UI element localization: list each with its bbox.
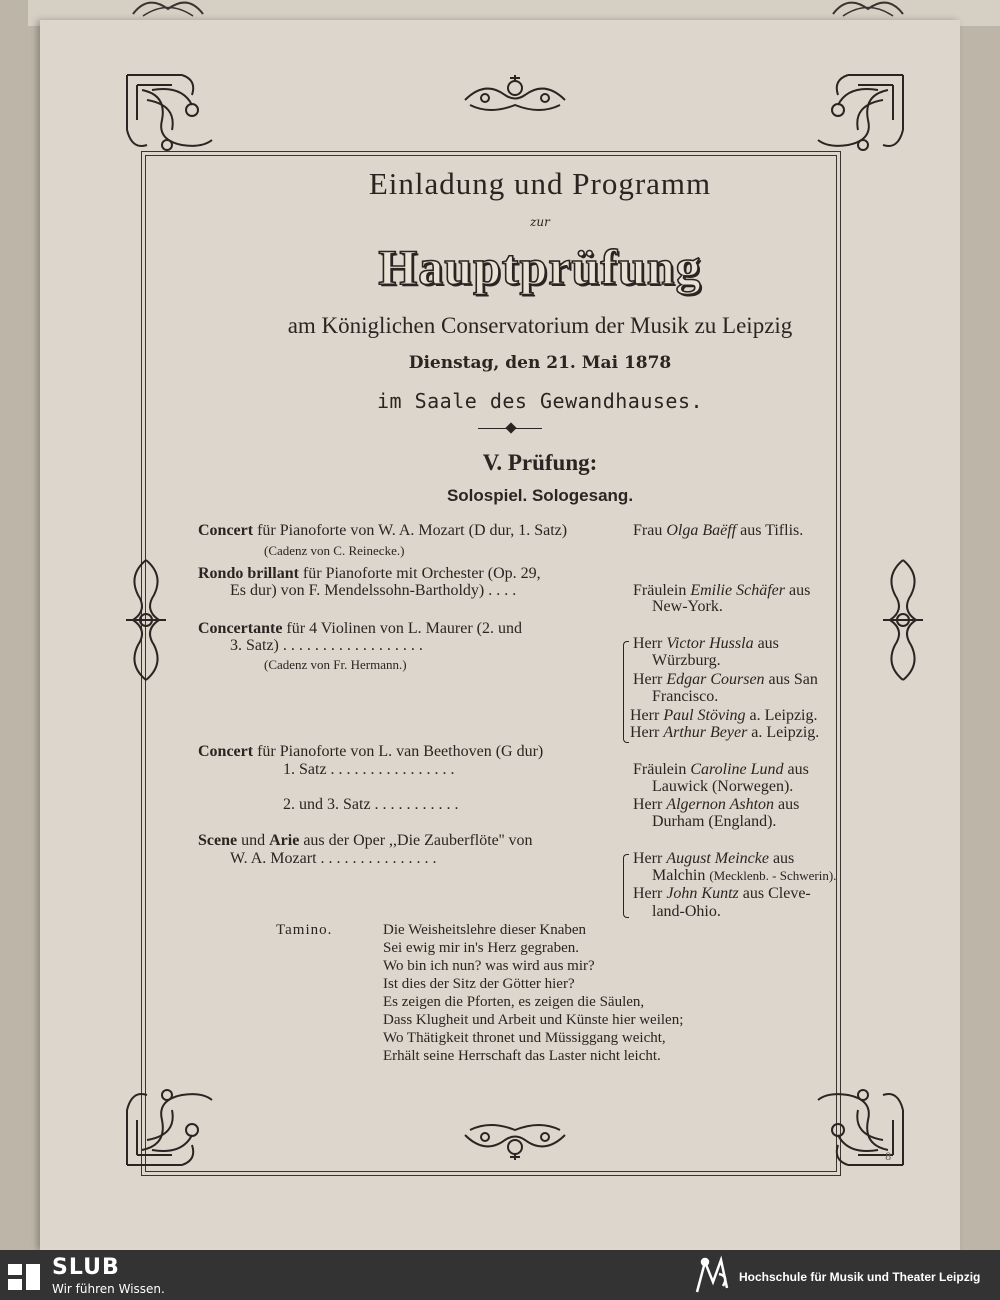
program-item-4-movement-1: 1. Satz . . . . . . . . . . . . . . . . <box>283 761 455 778</box>
program-item-5-performer-1: Herr August Meincke aus <box>633 850 795 867</box>
program-item-2-work-cont: Es dur) von F. Mendelssohn-Bartholdy) . . . . <box>230 582 517 599</box>
program-item-3-work-cont: 3. Satz) . . . . . . . . . . . . . . . . . . <box>230 637 423 654</box>
corner-ornament-icon <box>122 70 222 165</box>
program-item-4-performer-2: Herr Algernon Ashton aus <box>633 796 800 813</box>
program-item-5-performer-1-origin: Malchin (Mecklenb. - Schwerin). <box>652 867 837 884</box>
corner-ornament-icon <box>808 70 908 165</box>
poem-line: Wo Thätigkeit thronet und Müssiggang weicht, <box>383 1030 666 1046</box>
side-ornament-icon <box>123 555 169 685</box>
program-item-3-performer-2: Herr Edgar Coursen aus San <box>633 671 818 688</box>
scroll-ornament-icon <box>460 70 570 120</box>
program-item-3-performer-2-origin: Francisco. <box>652 688 719 705</box>
section-title: V. Prüfung: <box>482 450 598 475</box>
section-subtitle: Solospiel. Sologesang. <box>446 486 634 505</box>
slub-name[interactable]: SLUB <box>52 1255 120 1280</box>
program-item-1-work: Concert für Pianoforte von W. A. Mozart (D dur, 1. Satz) <box>198 522 568 539</box>
program-item-3-work: Concertante für 4 Violinen von L. Maurer (2. und <box>198 620 523 637</box>
poem-line: Dass Klugheit und Arbeit und Künste hier weilen; <box>383 1012 684 1028</box>
program-item-2-work: Rondo brillant für Pianoforte mit Orchester (Op. 29, <box>198 565 541 582</box>
program-item-5-work: Scene und Arie aus der Oper ,,Die Zauberflöte'' von <box>198 832 533 849</box>
program-item-1-performer: Frau Olga Baëff aus Tiflis. <box>633 522 804 539</box>
hfm-name[interactable]: Hochschule für Musik und Theater Leipzig <box>739 1270 981 1284</box>
program-item-3-performer-4: Herr Arthur Beyer a. Leipzig. <box>630 724 820 741</box>
brace <box>623 641 629 743</box>
program-item-4-work: Concert für Pianoforte von L. van Beethoven (G dur) <box>198 743 544 760</box>
poem-line: Es zeigen die Pforten, es zeigen die Säulen, <box>383 994 645 1010</box>
slub-logo-icon[interactable] <box>8 1264 44 1290</box>
page-number: 8 <box>885 1152 892 1163</box>
event-date: Dienstag, den 21. Mai 1878 <box>408 353 672 373</box>
program-item-3-note: (Cadenz von Fr. Hermann.) <box>264 657 407 672</box>
brace <box>623 854 629 918</box>
poem-line: Sei ewig mir in's Herz gegraben. <box>383 940 579 956</box>
program-item-3-performer-1-origin: Würzburg. <box>652 652 721 669</box>
footer-bar <box>0 1250 1000 1300</box>
hfm-logo-icon[interactable] <box>693 1254 733 1298</box>
program-item-5-performer-2: Herr John Kuntz aus Cleve- <box>633 885 811 902</box>
program-item-3-performer-3: Herr Paul Stöving a. Leipzig. <box>630 707 818 724</box>
invitation-title: Einladung und Programm <box>368 166 712 201</box>
scroll-ornament-icon <box>460 1115 570 1165</box>
main-title: Hauptprüfung <box>378 239 702 295</box>
program-item-4-performer-2-origin: Durham (England). <box>652 813 777 830</box>
zur-label: zur <box>530 215 550 229</box>
program-item-1-note: (Cadenz von C. Reinecke.) <box>264 543 405 558</box>
program-item-3-performer-1: Herr Victor Hussla aus <box>633 635 779 652</box>
poem-line: Die Weisheitslehre dieser Knaben <box>383 922 587 938</box>
institution-name: am Königlichen Conservatorium der Musik zu Leipzig <box>287 313 793 338</box>
program-item-5-performer-2-origin: land-Ohio. <box>652 903 721 920</box>
poem-speaker: Tamino. <box>276 922 333 938</box>
corner-ornament-icon <box>122 1075 222 1170</box>
venue: im Saale des Gewandhauses. <box>376 389 704 413</box>
program-item-4-performer-1-origin: Lauwick (Norwegen). <box>652 778 794 795</box>
poem-line: Wo bin ich nun? was wird aus mir? <box>383 958 595 974</box>
poem-line: Ist dies der Sitz der Götter hier? <box>383 976 575 992</box>
corner-ornament-icon <box>808 1075 908 1170</box>
program-item-5-work-cont: W. A. Mozart . . . . . . . . . . . . . . . <box>230 850 437 867</box>
program-item-4-performer-1: Fräulein Caroline Lund aus <box>633 761 809 778</box>
program-item-2-performer: Fräulein Emilie Schäfer aus <box>633 582 811 599</box>
side-ornament-icon <box>880 555 926 685</box>
program-item-2-performer-origin: New-York. <box>652 598 723 615</box>
poem-line: Erhält seine Herrschaft das Laster nicht leicht. <box>383 1048 661 1064</box>
slub-tagline: Wir führen Wissen. <box>52 1282 165 1296</box>
program-item-4-movement-2: 2. und 3. Satz . . . . . . . . . . . <box>283 796 459 813</box>
